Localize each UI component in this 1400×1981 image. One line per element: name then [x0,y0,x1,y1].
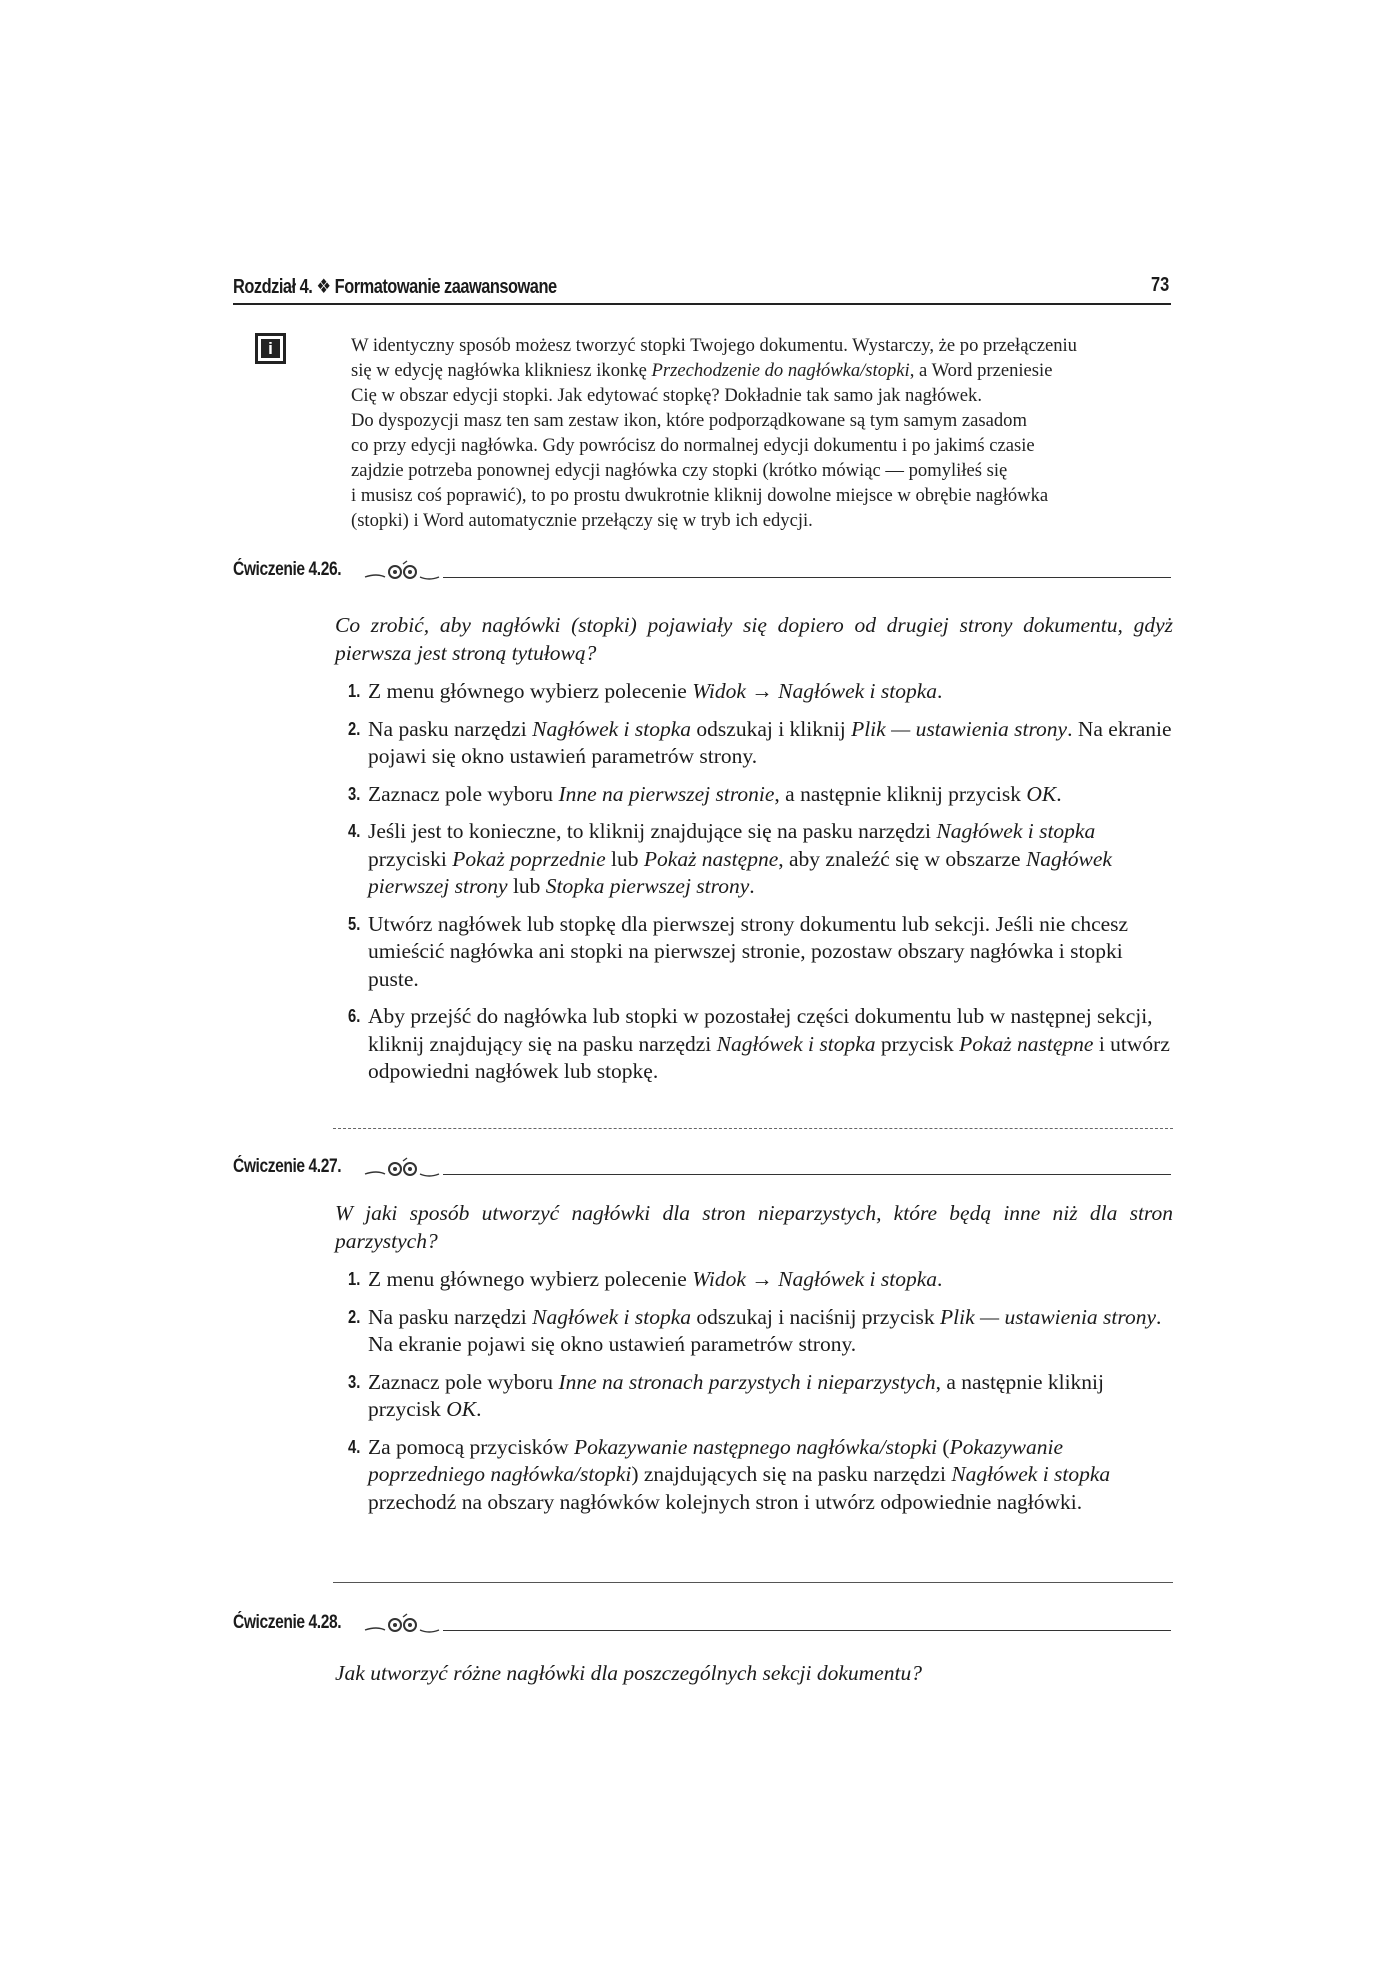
step-item: 5. Utwórz nagłówek lub stopkę dla pierwszej strony dokumentu lub sekcji. Jeśli nie chcesz umieścić nagłówka ani stopki na pierwszej stronie, pozostaw obszary nagłówka i stopki puste. [348,911,1129,991]
step-number: 6. [348,1006,361,1026]
step-term: Nagłówek i stopka [532,1304,692,1329]
step-term: OK [446,1397,477,1421]
step-number: 5. [348,913,361,934]
header-rule [233,303,1171,305]
exercise-question: W jaki sposób utworzyć nagłówki dla stron nieparzystych, które będą inne niż dla stron parzystych? [335,1201,1173,1253]
exercise-heading [233,1610,1171,1640]
steps-list [348,678,1173,1096]
step-number: 2. [348,1306,361,1327]
exercise-end-rule [333,1582,1173,1583]
step-term: Nagłówek i stopka [936,819,1096,843]
step-term: Widok → Nagłówek i stopka [692,679,938,703]
step-item: 6. Aby przejść do nagłówka lub stopki w pozostałej części dokumentu lub w następnej sekcji, kliknij znajdujący się na pasku narzędzi Nagłówek i stopka przycisk Pokaż następne i utwórz odpowiedni nagłówek lub stopkę. [348,1004,1170,1083]
step-item: 3. Zaznacz pole wyboru Inne na stronach parzystych i nieparzystych, a następnie kliknij przycisk OK. [348,1369,1105,1421]
step-number: 4. [348,1436,361,1457]
info-icon-glyph: i [261,339,280,358]
steps-list [348,1266,1173,1526]
note-line: co przy edycji nagłówka. Gdy powrócisz do normalnej edycji dokumentu i po jakimś czasie [351,435,1035,456]
step-item: 4. Za pomocą przycisków Pokazywanie następnego nagłówka/stopki (Pokazywanie poprzedniego nagłówka/stopki) znajdujących się na pasku narzędzi Nagłówek i stopka przechodź na obszary nagłówków kolejnych stron i utwórz odpowiednie nagłówki. [348,1434,1111,1514]
step-term: Plik — ustawienia strony [940,1304,1157,1329]
step-term: Nagłówek i stopka [532,716,692,741]
note-line: i musisz coś poprawić), to po prostu dwukrotnie kliknij dowolne miejsce w obrębie nagłówka [351,485,1049,506]
step-item: 2. Na pasku narzędzi Nagłówek i stopka odszukaj i naciśnij przycisk Plik — ustawienia strony. Na ekranie pojawi się okno ustawień parametrów strony. [348,1304,1162,1356]
note-line: (stopki) i Word automatycznie przełączy się w tryb ich edycji. [351,510,813,531]
exercise-end-rule [333,1128,1173,1129]
heading-rule [443,577,1171,578]
step-number: 1. [348,681,361,701]
step-number: 2. [348,718,361,739]
heading-rule [443,1174,1171,1175]
step-term: Nagłówek pierwszej strony [368,846,1112,898]
step-term: Nagłówek i stopka [951,1462,1111,1486]
exercise-label: Ćwiczenie 4.27. [233,1156,342,1177]
chapter-title: Rozdział 4. ❖ Formatowanie zaawansowane [233,276,557,298]
note-line: zajdzie potrzeba ponownej edycji nagłówka czy stopki (krótko mówiąc — pomyliłeś się [351,460,1008,481]
exercise-heading [233,1154,1171,1184]
step-term: Pokaż poprzednie [452,846,606,871]
step-number: 3. [348,1371,361,1392]
note-italic-term: Przechodzenie do nagłówka/stopki [651,360,910,381]
exercise-label: Ćwiczenie 4.26. [233,559,342,580]
exercise-label: Ćwiczenie 4.28. [233,1612,342,1633]
step-term: Pokazywanie następnego nagłówka/stopki [573,1434,938,1459]
step-term: Stopka pierwszej strony [545,874,750,898]
step-number: 1. [348,1269,361,1289]
exercise-question: Jak utworzyć różne nagłówki dla poszczególnych sekcji dokumentu? [335,1661,922,1685]
note-line: się w edycję nagłówka klikniesz ikonkę Przechodzenie do nagłówka/stopki, a Word przeniesie [351,360,1053,381]
exercise-question: Co zrobić, aby nagłówki (stopki) pojawiały się dopiero od drugiej strony dokumentu, gdyż pierwsza jest stroną tytułową? [335,613,1173,665]
ornament-icon [363,559,443,583]
note-line: Do dyspozycji masz ten sam zestaw ikon, które podporządkowane są tym samym zasadom [351,410,1027,431]
step-item: 2. Na pasku narzędzi Nagłówek i stopka odszukaj i kliknij Plik — ustawienia strony. Na ekranie pojawi się okno ustawień parametrów strony. [348,716,1172,768]
step-item: 4. Jeśli jest to konieczne, to kliknij znajdujące się na pasku narzędzi Nagłówek i stopka przyciski Pokaż poprzednie lub Pokaż następne, aby znaleźć się w obszarze Nagłówek pierwszej strony lub Stopka pierwszej strony. [348,819,1112,898]
step-item: 1. Z menu głównego wybierz polecenie Widok → Nagłówek i stopka. [348,1266,1173,1294]
step-term: OK [1026,781,1057,806]
exercise-heading [233,557,1171,587]
step-number: 4. [348,821,361,841]
info-icon [255,333,286,364]
step-term: Pokazywanie poprzedniego nagłówka/stopki [368,1434,1064,1486]
step-term: Pokaż następne [643,846,779,871]
step-term: Nagłówek i stopka [716,1031,876,1056]
step-term: Widok → Nagłówek i stopka [692,1267,938,1291]
step-term: Inne na stronach parzystych i nieparzystych [558,1369,936,1394]
step-item: 3. Zaznacz pole wyboru Inne na pierwszej stronie, a następnie kliknij przycisk OK. [348,781,1173,809]
step-term: Plik — ustawienia strony [851,716,1068,741]
info-note [351,333,1171,533]
step-term: Inne na pierwszej stronie [558,781,775,806]
step-number: 3. [348,783,361,804]
heading-rule [443,1630,1171,1631]
ornament-icon [363,1612,443,1636]
note-line: Cię w obszar edycji stopki. Jak edytować stopkę? Dokładnie tak samo jak nagłówek. [351,385,982,406]
note-line: W identyczny sposób możesz tworzyć stopki Twojego dokumentu. Wystarczy, że po przełączeniu [351,335,1077,356]
step-term: Pokaż następne [959,1031,1094,1056]
ornament-icon [363,1156,443,1180]
page-number: 73 [1150,274,1169,296]
step-item: 1. Z menu głównego wybierz polecenie Widok → Nagłówek i stopka. [348,678,1173,706]
running-header [233,274,1171,304]
